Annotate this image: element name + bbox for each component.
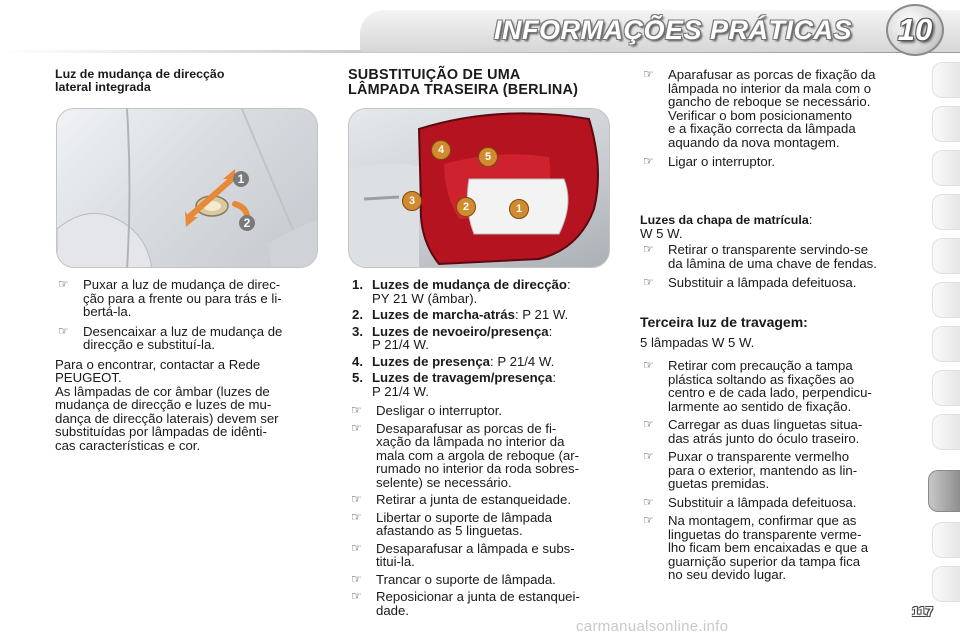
list-item: 1. Luzes de mudança de direcção: PY 21 W (âmbar).	[352, 277, 571, 306]
hand-pointer-icon: ☞	[643, 513, 654, 527]
chapter-tab[interactable]	[932, 106, 960, 142]
hand-pointer-icon: ☞	[351, 540, 362, 555]
section-title: LÂMPADA TRASEIRA (BERLINA)	[348, 82, 579, 98]
hand-pointer-icon: ☞	[643, 358, 654, 372]
list-item: ☞ Retirar com precaução a tampa plástica soltando as fixações ao centro e de cada lado, perpendicu- larmente ao sentido de fixação.	[643, 358, 872, 414]
list-item: ☞ Substituir a lâmpada defeituosa.	[643, 494, 857, 510]
hand-pointer-icon: ☞	[643, 494, 654, 509]
hand-pointer-icon: ☞	[643, 67, 654, 81]
list-item: ☞ Ligar o interruptor.	[643, 154, 776, 169]
chapter-tab[interactable]	[932, 370, 960, 406]
rear-lamp-illustration	[349, 109, 610, 268]
lamp-badge: 1	[509, 199, 529, 219]
list-item: 2. Luzes de marcha-atrás: P 21 W.	[352, 307, 569, 322]
column-side-indicator	[55, 68, 320, 94]
chapter-tab[interactable]	[932, 150, 960, 186]
list-item: ☞ Aparafusar as porcas de fixação da lâmpada no interior da mala com o gancho de reboque se necessário. Verificar o bom posicionamento e a fixação correcta da lâmpada aquando da nova montagem.	[643, 67, 876, 150]
list-item: 4. Luzes de presença: P 21/4 W.	[352, 353, 555, 369]
lamp-badge: 4	[431, 140, 451, 160]
hand-pointer-icon: ☞	[351, 589, 362, 603]
list-item: ☞ Puxar o transparente vermelho para o exterior, mantendo as lin- guetas premidas.	[643, 449, 858, 491]
chapter-tab[interactable]	[932, 282, 960, 318]
chapter-tab[interactable]	[932, 194, 960, 230]
chapter-number: 10	[897, 12, 933, 47]
chapter-title: INFORMAÇÕES PRÁTICAS	[493, 15, 852, 45]
section-title: Terceira luz de travagem:	[640, 313, 808, 330]
paragraph: As lâmpadas de cor âmbar (luzes de mudança de direcção e luzes de mu- dança de direcção laterais) devem ser substituídas por lâmpadas de idênti- cas características e cor.	[55, 383, 279, 453]
rear-lamp-list	[348, 278, 618, 617]
section-title: lateral integrada	[55, 80, 151, 94]
list-item: ☞ Carregar as duas linguetas situa- das atrás junto do óculo traseiro.	[643, 417, 863, 446]
list-item: ☞ Substituir a lâmpada defeituosa.	[643, 275, 857, 290]
column-rear-lamp	[348, 68, 618, 98]
chapter-tab[interactable]	[932, 62, 960, 98]
lamp-badge: 2	[456, 197, 476, 217]
chapter-tab[interactable]	[932, 326, 960, 362]
hand-pointer-icon: ☞	[351, 492, 362, 506]
list-item: ☞ Trancar o suporte de lâmpada.	[351, 571, 556, 587]
list-item: 3. Luzes de nevoeiro/presença: P 21/4 W.	[352, 323, 553, 352]
list-item: 5. Luzes de travagem/presença: P 21/4 W.	[352, 370, 556, 399]
list-item: ☞ Retirar a junta de estanqueidade.	[351, 492, 572, 507]
hand-pointer-icon: ☞	[58, 323, 69, 338]
hand-pointer-icon: ☞	[351, 403, 362, 417]
step-badge: 2	[239, 215, 255, 231]
list-item: ☞ Desaparafusar a lâmpada e subs- titui-la.	[351, 540, 575, 569]
rear-lamp-photo	[348, 108, 610, 268]
hand-pointer-icon: ☞	[643, 275, 654, 289]
section-title: Luz de mudança de direcção	[55, 67, 225, 81]
plate-lamp-heading: Luzes da chapa de matrícula: W 5 W.	[640, 211, 813, 241]
hand-pointer-icon: ☞	[643, 242, 654, 256]
hand-pointer-icon: ☞	[643, 154, 654, 168]
chapter-badge	[886, 4, 944, 56]
chapter-tab[interactable]	[932, 522, 960, 558]
list-item: ☞ Puxar a luz de mudança de direc- ção para a frente ou para trás e li- bertá-la.	[58, 277, 282, 319]
section-title: SUBSTITUIÇÃO DE UMA	[348, 67, 521, 83]
hand-pointer-icon: ☞	[58, 277, 69, 291]
hand-pointer-icon: ☞	[351, 571, 362, 586]
chapter-tab[interactable]	[932, 238, 960, 274]
list-item: ☞ Na montagem, confirmar que as linguetas do transparente verme- lho ficam bem encaixadas e que a guarnição superior da tampa fica no seu devido lugar.	[643, 513, 869, 582]
column-continued	[640, 68, 908, 582]
page-header	[0, 0, 960, 58]
chapter-tabs	[930, 62, 960, 622]
list-item: ☞ Desaparafusar as porcas de fi- xação da lâmpada no interior da mala com a argola de reboque (ar- rumado no interior da roda sobres- selente) se necessário.	[351, 420, 580, 490]
side-indicator-steps	[55, 278, 320, 452]
page-number: 117	[912, 604, 933, 619]
side-indicator-illustration	[57, 109, 318, 268]
list-item: ☞ Desligar o interruptor.	[351, 403, 503, 418]
hand-pointer-icon: ☞	[351, 509, 362, 524]
chapter-tab-active[interactable]	[928, 470, 960, 512]
chapter-tab[interactable]	[932, 566, 960, 602]
list-item: ☞ Retirar o transparente servindo-se da lâmina de uma chave de fendas.	[643, 242, 877, 271]
list-item: ☞ Libertar o suporte de lâmpada afastando as 5 linguetas.	[351, 509, 552, 538]
lamp-badge: 5	[478, 147, 498, 167]
list-item: ☞ Reposicionar a junta de estanquei- dade.	[351, 589, 580, 618]
lamp-badge: 3	[402, 191, 422, 211]
chapter-tab[interactable]	[932, 414, 960, 450]
hand-pointer-icon: ☞	[643, 449, 654, 463]
third-lamp-value: 5 lâmpadas W 5 W.	[640, 334, 755, 350]
side-indicator-photo	[56, 108, 318, 268]
watermark: carmanualsonline.info	[576, 618, 729, 635]
step-badge: 1	[233, 171, 249, 187]
hand-pointer-icon: ☞	[643, 417, 654, 431]
list-item: ☞ Desencaixar a luz de mudança de direcção e substituí-la.	[58, 323, 283, 352]
hand-pointer-icon: ☞	[351, 420, 362, 435]
paragraph: Para o encontrar, contactar a Rede PEUGEOT.	[55, 356, 261, 385]
